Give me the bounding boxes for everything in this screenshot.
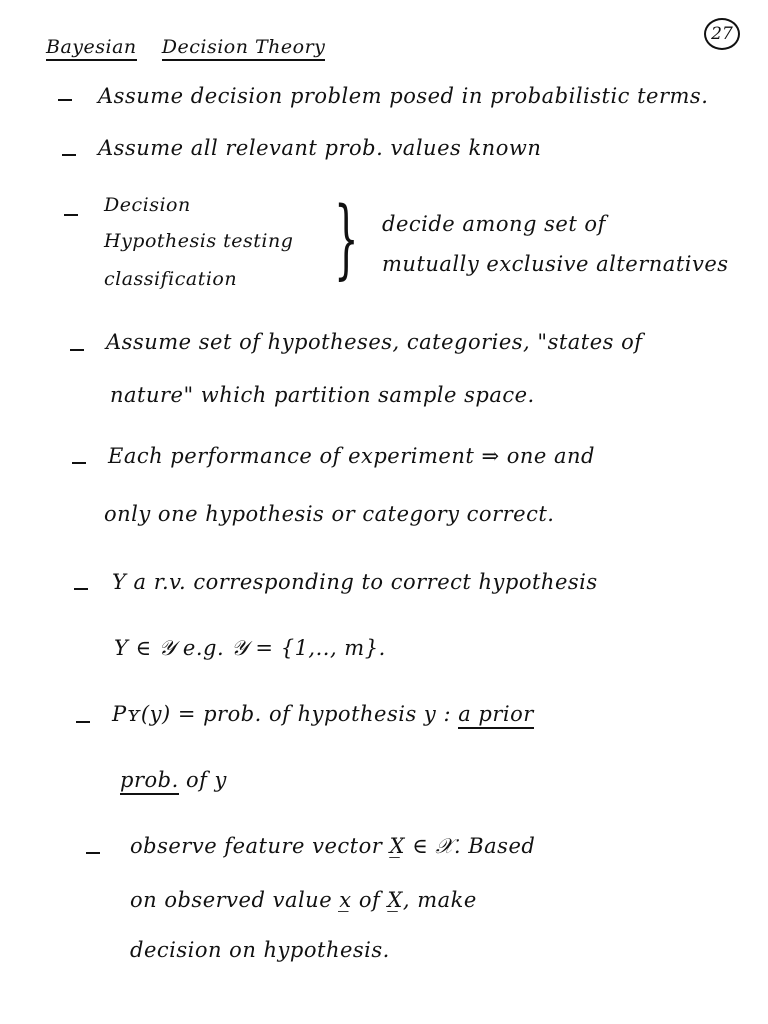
line-assume-set-of-hypotheses: Assume set of hypotheses, categories, "states of [106,330,643,354]
bullet-dash [86,852,100,854]
bullet-dash [70,349,84,351]
line-assume-decision-problem: Assume decision problem posed in probabilistic terms. [98,84,709,108]
text-prob-underlined: prob. [120,768,179,795]
text-a-prior: a prior [458,702,534,729]
line-observed-value: on observed value x̲ of X̲, make [130,888,477,912]
line-only-one-hypothesis: only one hypothesis or category correct. [104,502,555,526]
line-y-rv-correct-hypothesis: Y a r.v. corresponding to correct hypothesis [112,570,598,594]
bullet-dash [76,721,90,723]
line-classification: classification [104,268,238,290]
line-each-performance: Each performance of experiment ⇒ one and [108,444,595,468]
line-decision-on-hypothesis: decision on hypothesis. [130,938,390,962]
line-hypothesis-testing: Hypothesis testing [104,230,294,252]
line-observe-feature-vector: observe feature vector X̲ ∈ 𝒳. Based [130,834,536,858]
bullet-dash [64,214,78,216]
bullet-dash [62,154,76,156]
text-py-definition: Pʏ(y) = prob. of hypothesis y : [112,702,452,726]
line-assume-prob-values: Assume all relevant prob. values known [98,136,542,160]
line-mutually-exclusive: mutually exclusive alternatives [382,252,729,276]
bullet-dash [72,462,86,464]
text-of-y: of y [185,768,227,792]
line-decide-among-set: decide among set of [382,212,606,236]
line-decision: Decision [104,194,191,216]
title-word-decision-theory: Decision Theory [162,36,326,61]
right-brace: } [334,189,359,289]
bullet-dash [74,588,88,590]
line-py-prob-of-hypothesis [112,704,534,725]
page-title [46,38,325,57]
title-word-bayesian: Bayesian [46,36,137,61]
line-nature-partition: nature" which partition sample space. [110,383,535,407]
line-y-in-script-y: Y ∈ 𝒴 e.g. 𝒴 = {1,.., m}. [114,636,386,660]
line-prob-of-y [120,770,227,791]
bullet-dash [58,99,72,101]
page-number: 27 [704,18,740,50]
